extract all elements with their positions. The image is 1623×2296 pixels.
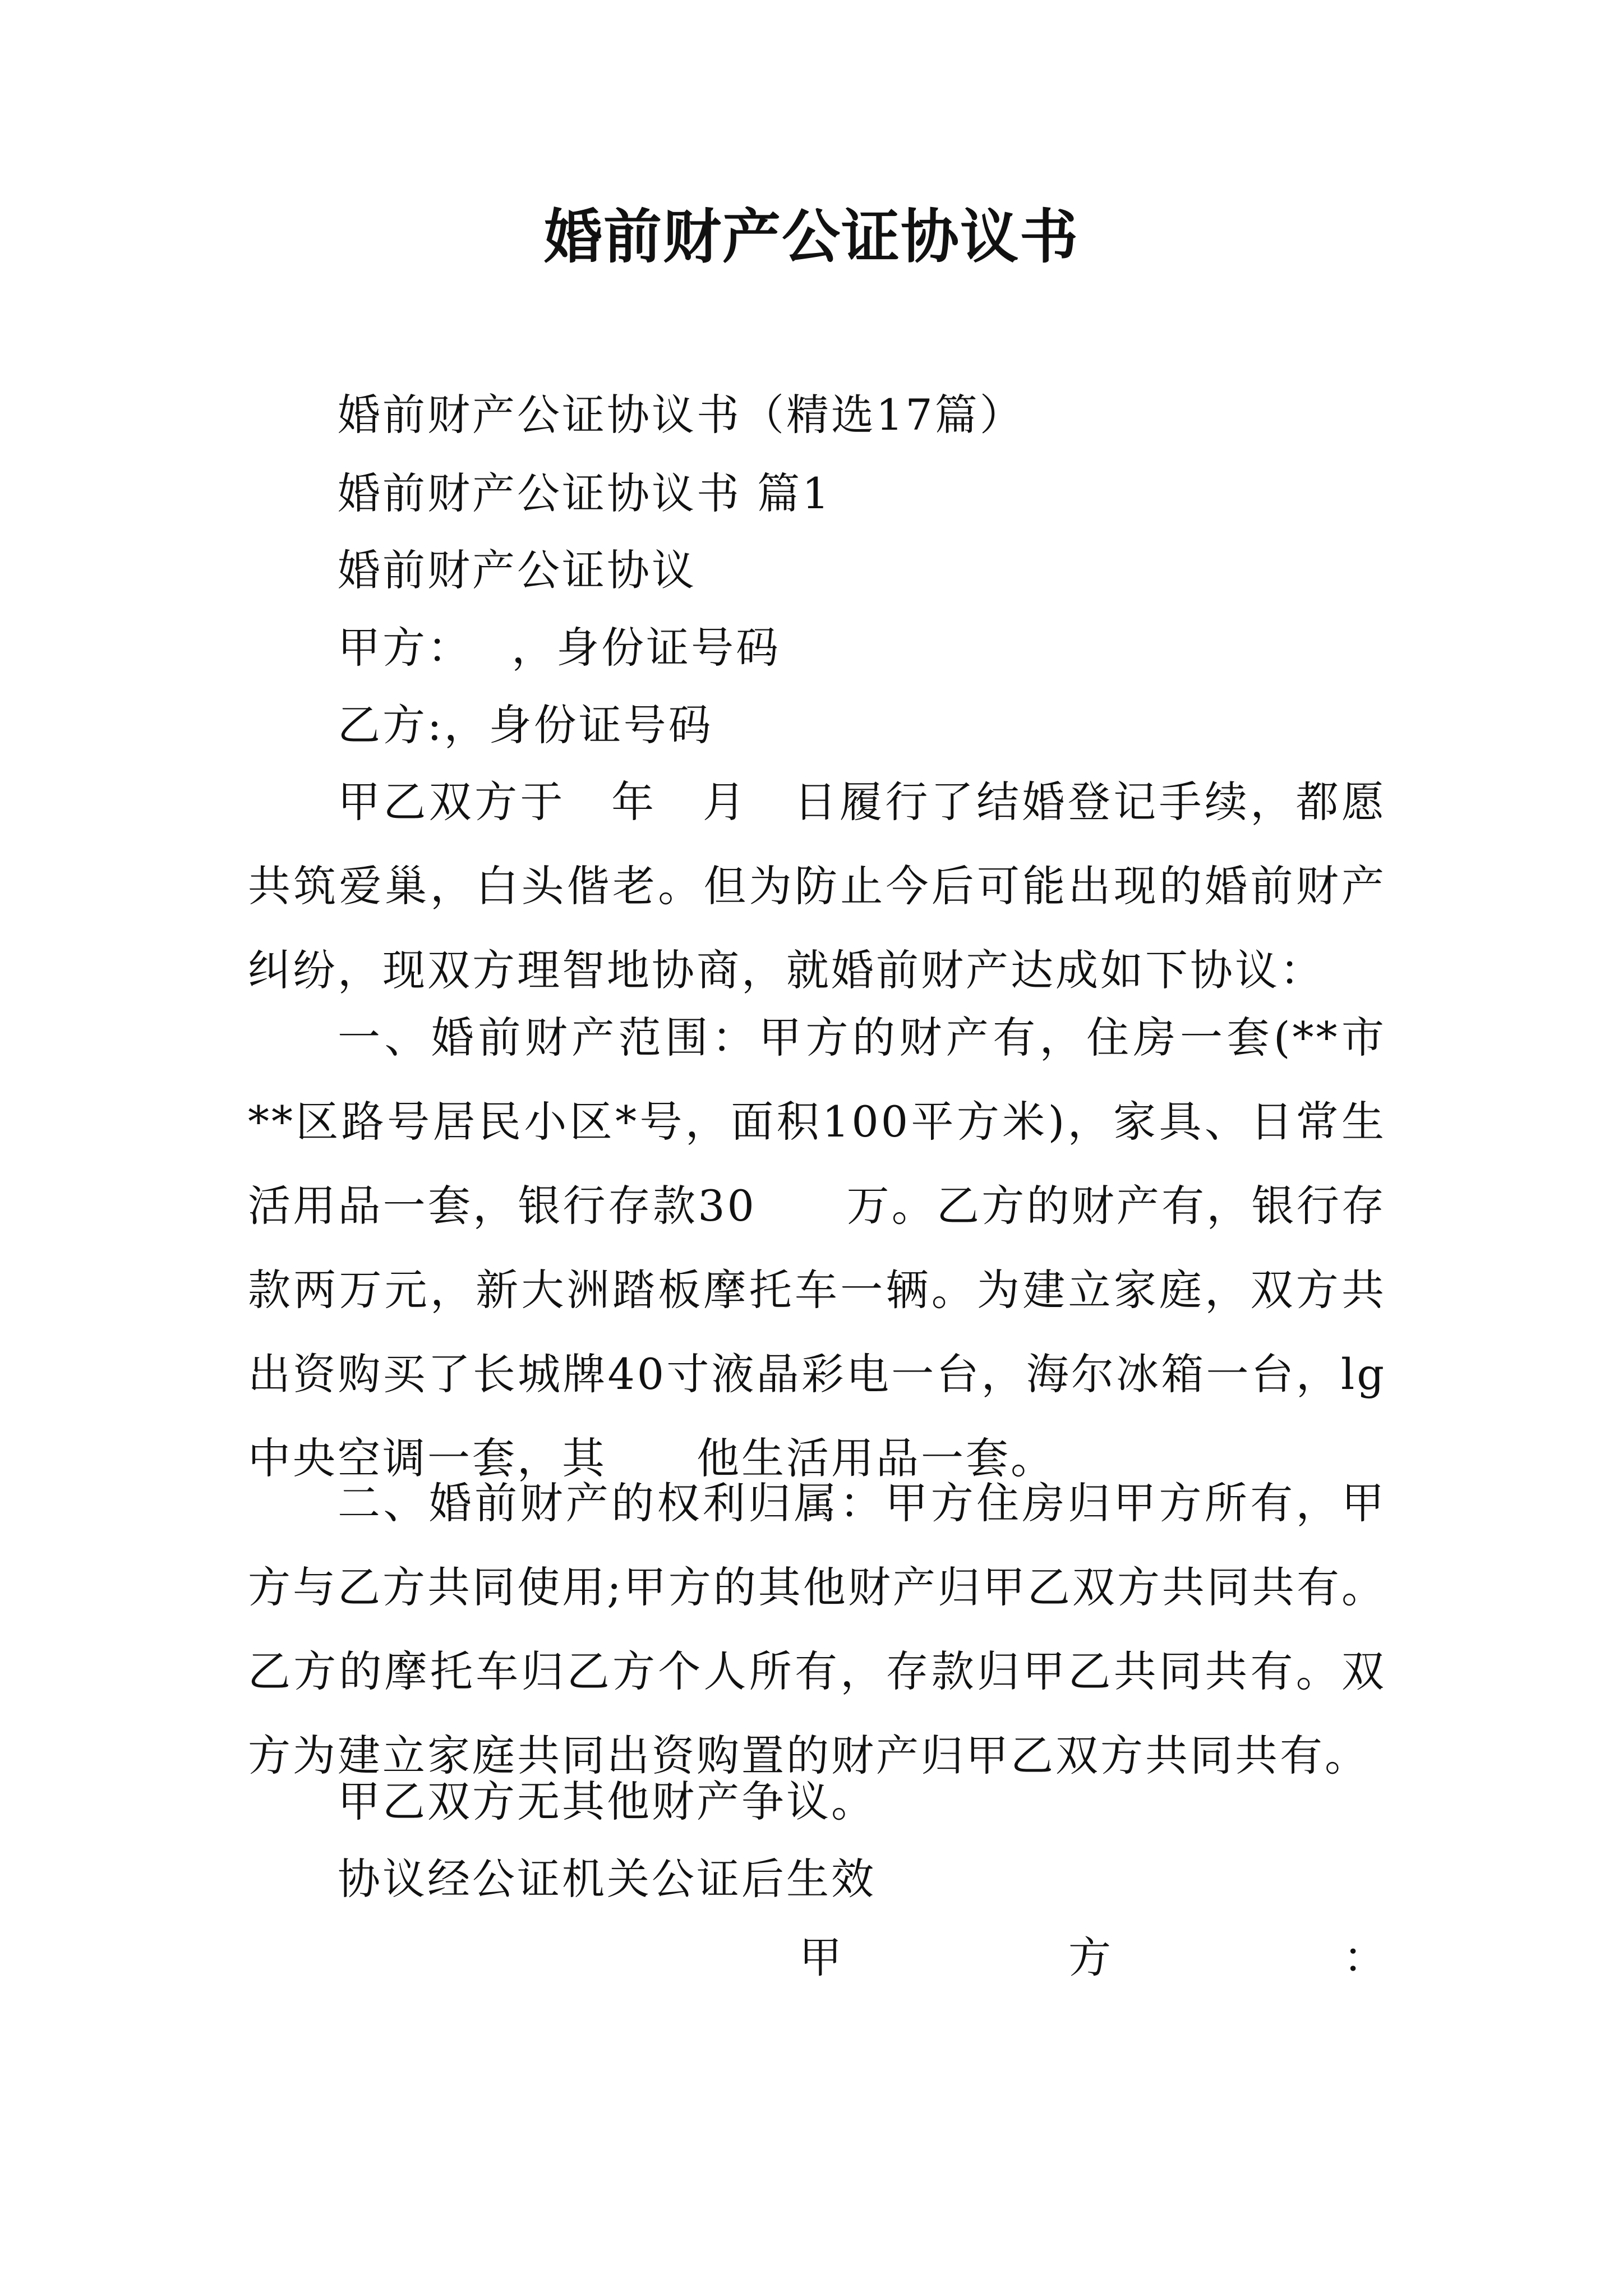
agreement-name: 婚前财产公证协议 [338, 545, 697, 595]
document-title: 婚前财产公证协议书 [543, 202, 1079, 271]
document-subtitle: 婚前财产公证协议书（精选17篇） [338, 390, 1025, 440]
signature-colon: ： [1343, 1932, 1386, 1982]
ownership-paragraph: 二、婚前财产的权利归属：甲方住房归甲方所有，甲方与乙方共同使用;甲方的其他财产归甲乙双方共同共有。乙方的摩托车归乙方个人所有，存款归甲乙共同共有。双方为建立家庭共同出资购置的财产归甲乙双方共同共有。 [248, 1478, 1386, 1780]
property-scope-paragraph: 一、婚前财产范围：甲方的财产有，住房一套(**市**区路号居民小区*号，面积100平方米)，家具、日常生活用品一套，银行存款30 万。乙方的财产有，银行存款两万元，新大洲踏板摩托车一辆。为建立家庭，双方共出资购买了长城牌40寸液晶彩电一台，海尔冰箱一台，lg中央空调一套，其 他生活用品一套。 [248, 1013, 1386, 1483]
party-b-line: 乙方:，身份证号码 [338, 700, 713, 750]
signature-party-a-char2: 方 [1068, 1932, 1111, 1982]
section-heading: 婚前财产公证协议书 篇1 [338, 468, 832, 518]
effective-line: 协议经公证机关公证后生效 [338, 1854, 876, 1904]
party-a-line: 甲方： ，身份证号码 [338, 623, 781, 673]
signature-party-a-char1: 甲 [799, 1932, 842, 1982]
intro-paragraph: 甲乙双方于 年 月 日履行了结婚登记手续，都愿共筑爱巢，白头偕老。但为防止今后可能出现的婚前财产纠纷，现双方理智地协商，就婚前财产达成如下协议： [248, 777, 1386, 995]
no-dispute-line: 甲乙双方无其他财产争议。 [338, 1777, 876, 1826]
